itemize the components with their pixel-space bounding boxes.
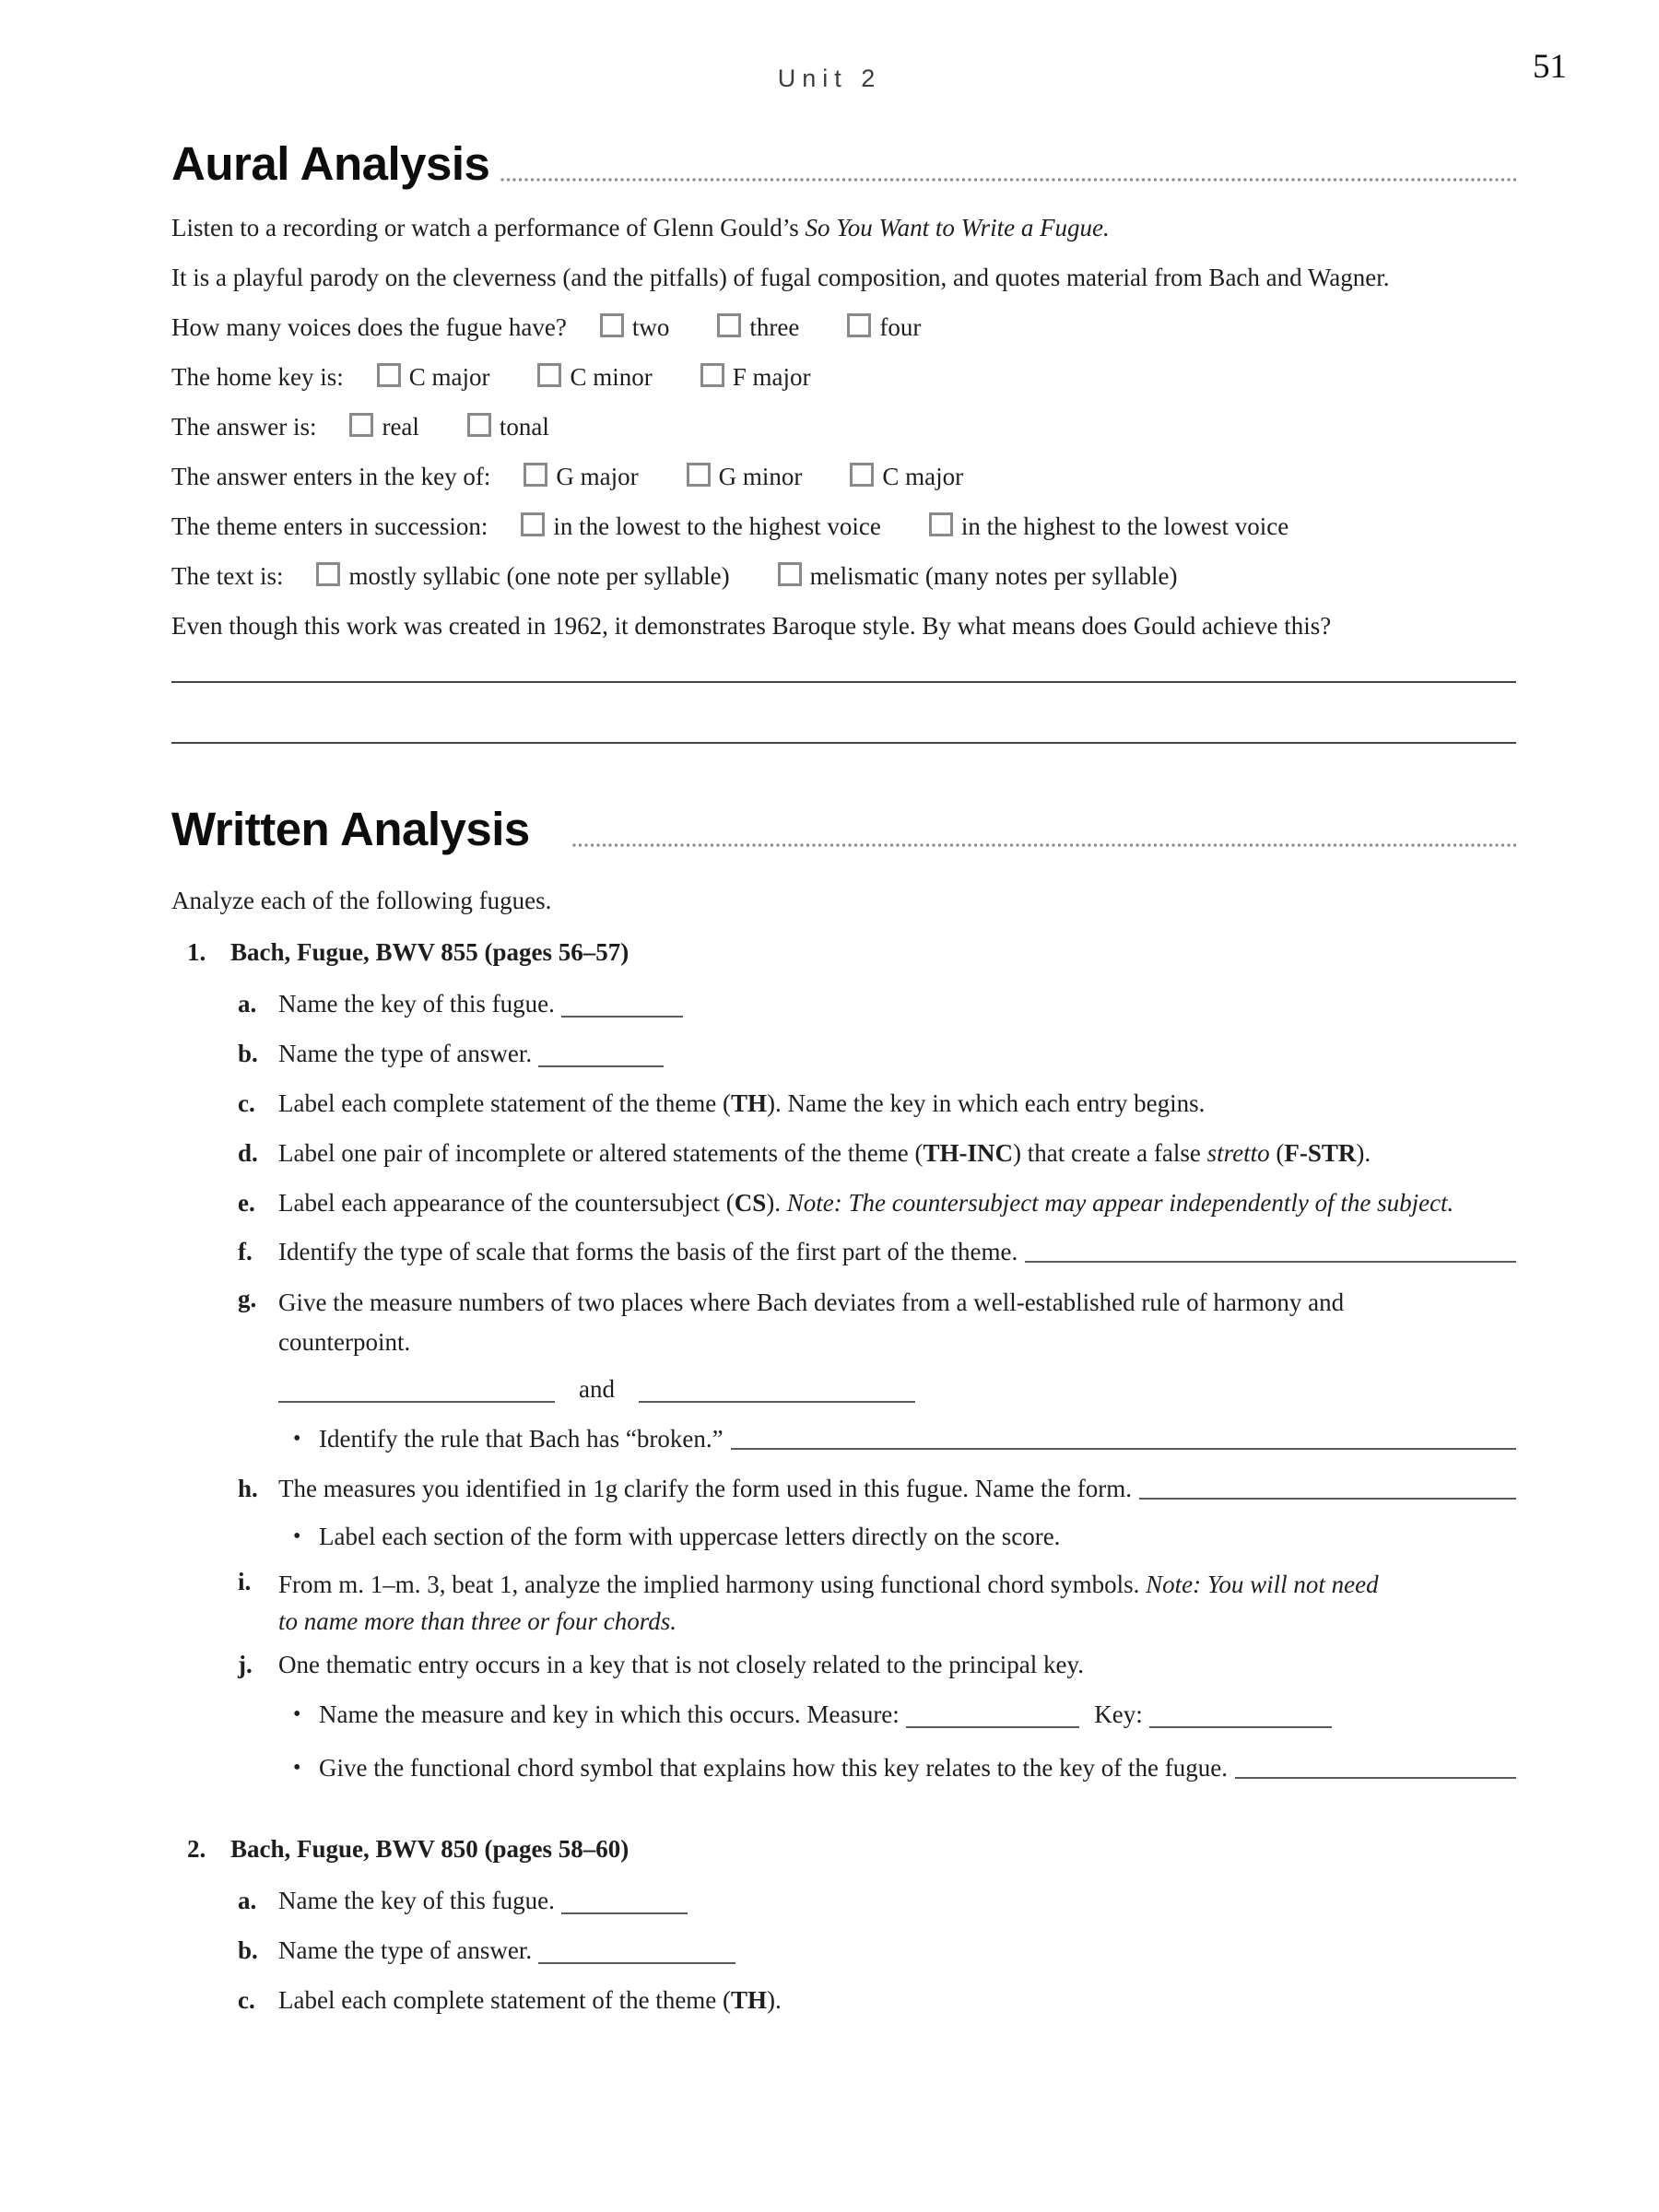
- answer-blank[interactable]: [639, 1376, 915, 1403]
- question-home-key: The home key is: C major C minor F major: [171, 363, 811, 391]
- checkbox-g-major[interactable]: [524, 463, 547, 487]
- item-1h-bullet: • Label each section of the form with uppercase letters directly on the score.: [293, 1523, 1061, 1550]
- answer-blank[interactable]: [561, 991, 683, 1018]
- checkbox-three[interactable]: [717, 313, 741, 337]
- question-label: The text is:: [171, 562, 284, 590]
- item-1f: f. Identify the type of scale that forms the basis of the first part of the theme.: [238, 1236, 1516, 1267]
- item-title: Bach, Fugue, BWV 850 (pages 58–60): [230, 1835, 629, 1863]
- aural-analysis-heading-row: [171, 138, 1516, 190]
- checkbox-c-major-2[interactable]: [850, 463, 874, 487]
- answer-blank[interactable]: [538, 1041, 664, 1067]
- bullet-icon: •: [293, 1524, 301, 1548]
- item-1j-bullet-2: • Give the functional chord symbol that explains how this key relates to the key of the fugue.: [293, 1752, 1516, 1783]
- dotted-leader: [572, 843, 1516, 847]
- question-answer-type: The answer is: real tonal: [171, 413, 549, 441]
- aural-closing-question: Even though this work was created in 1962, it demonstrates Baroque style. By what means does Gould achieve this?: [171, 612, 1332, 640]
- item-1a: a. Name the key of this fugue.: [238, 988, 683, 1019]
- page-number: 51: [1533, 48, 1567, 86]
- answer-blank[interactable]: [1235, 1752, 1516, 1779]
- checkbox-two[interactable]: [600, 313, 624, 337]
- item-2c: c. Label each complete statement of the theme (TH).: [238, 1986, 782, 2014]
- answer-blank[interactable]: [1025, 1236, 1516, 1263]
- question-theme-succession: The theme enters in succession: in the lowest to the highest voice in the highest to the lowest voice: [171, 512, 1289, 540]
- bullet-icon: •: [293, 1702, 301, 1726]
- item-2-title-row: [187, 1833, 629, 1865]
- checkbox-c-major[interactable]: [377, 363, 401, 387]
- item-1-title-row: [187, 936, 629, 968]
- answer-blank[interactable]: [731, 1423, 1516, 1450]
- answer-blank[interactable]: [561, 1888, 688, 1914]
- aural-analysis-title: Aural Analysis: [171, 137, 490, 190]
- answer-blank[interactable]: [538, 1937, 735, 1964]
- work-title: So You Want to Write a Fugue.: [805, 214, 1110, 241]
- item-1e: e. Label each appearance of the countersubject (CS). Note: The countersubject may appear independently of the subject.: [238, 1189, 1454, 1217]
- question-label: The home key is:: [171, 363, 344, 391]
- item-2a: a. Name the key of this fugue.: [238, 1885, 688, 1916]
- running-head-unit: Unit 2: [777, 65, 882, 92]
- checkbox-syllabic[interactable]: [316, 562, 340, 586]
- checkbox-f-major[interactable]: [700, 363, 724, 387]
- question-label: The answer is:: [171, 413, 317, 441]
- checkbox-lowest-to-highest[interactable]: [521, 512, 545, 536]
- question-label: The answer enters in the key of:: [171, 463, 491, 490]
- item-1j: j. One thematic entry occurs in a key that is not closely related to the principal key.: [238, 1651, 1084, 1678]
- item-1g: g. Give the measure numbers of two places where Bach deviates from a well-established rule of harmony and counterpoint.: [238, 1285, 1345, 1356]
- bullet-icon: •: [293, 1427, 301, 1451]
- item-number: 1.: [187, 938, 206, 966]
- checkbox-melismatic[interactable]: [778, 562, 802, 586]
- item-1c: c. Label each complete statement of the theme (TH). Name the key in which each entry begins.: [238, 1089, 1206, 1117]
- aural-intro-line1: Listen to a recording or watch a performance of Glenn Gould’s So You Want to Write a Fugue.: [171, 214, 1110, 241]
- answer-line-2[interactable]: [171, 742, 1516, 744]
- checkbox-four[interactable]: [847, 313, 871, 337]
- measure-blank[interactable]: [906, 1701, 1079, 1728]
- written-analysis-title: Written Analysis: [171, 803, 530, 855]
- key-blank[interactable]: [1149, 1701, 1332, 1728]
- written-analysis-heading-row: [171, 804, 1516, 855]
- item-1g-answer-blanks: and: [278, 1373, 915, 1405]
- item-2b: b. Name the type of answer.: [238, 1935, 735, 1966]
- checkbox-highest-to-lowest[interactable]: [929, 512, 953, 536]
- question-label: How many voices does the fugue have?: [171, 313, 567, 341]
- question-answer-key: The answer enters in the key of: G major G minor C major: [171, 463, 964, 490]
- item-1j-bullet-1: • Name the measure and key in which this occurs. Measure: Key:: [293, 1699, 1332, 1730]
- bullet-icon: •: [293, 1756, 301, 1780]
- item-1g-bullet: • Identify the rule that Bach has “broken.”: [293, 1423, 1516, 1454]
- aural-intro-line2: It is a playful parody on the cleverness (and the pitfalls) of fugal composition, and quotes material from Bach and Wagner.: [171, 264, 1390, 291]
- item-1i: i. From m. 1–m. 3, beat 1, analyze the implied harmony using functional chord symbols. Note: You will not need to name more than three or four chords.: [238, 1568, 1379, 1635]
- question-voices: How many voices does the fugue have? two three four: [171, 313, 922, 341]
- item-number: 2.: [187, 1835, 206, 1863]
- item-1d: d. Label one pair of incomplete or altered statements of the theme (TH-INC) that create a false stretto (F-STR).: [238, 1139, 1371, 1167]
- answer-blank[interactable]: [278, 1376, 555, 1403]
- written-intro: Analyze each of the following fugues.: [171, 887, 552, 914]
- answer-line-1[interactable]: [171, 681, 1516, 683]
- item-1h: h. The measures you identified in 1g clarify the form used in this fugue. Name the form.: [238, 1473, 1516, 1504]
- answer-blank[interactable]: [1139, 1473, 1516, 1500]
- question-label: The theme enters in succession:: [171, 512, 488, 540]
- question-text-setting: The text is: mostly syllabic (one note per syllable) melismatic (many notes per syllable): [171, 562, 1178, 590]
- checkbox-tonal[interactable]: [467, 413, 491, 437]
- checkbox-c-minor[interactable]: [537, 363, 561, 387]
- checkbox-g-minor[interactable]: [687, 463, 711, 487]
- item-title: Bach, Fugue, BWV 855 (pages 56–57): [230, 938, 629, 966]
- dotted-leader: [500, 178, 1516, 182]
- checkbox-real[interactable]: [349, 413, 373, 437]
- item-1b: b. Name the type of answer.: [238, 1038, 664, 1069]
